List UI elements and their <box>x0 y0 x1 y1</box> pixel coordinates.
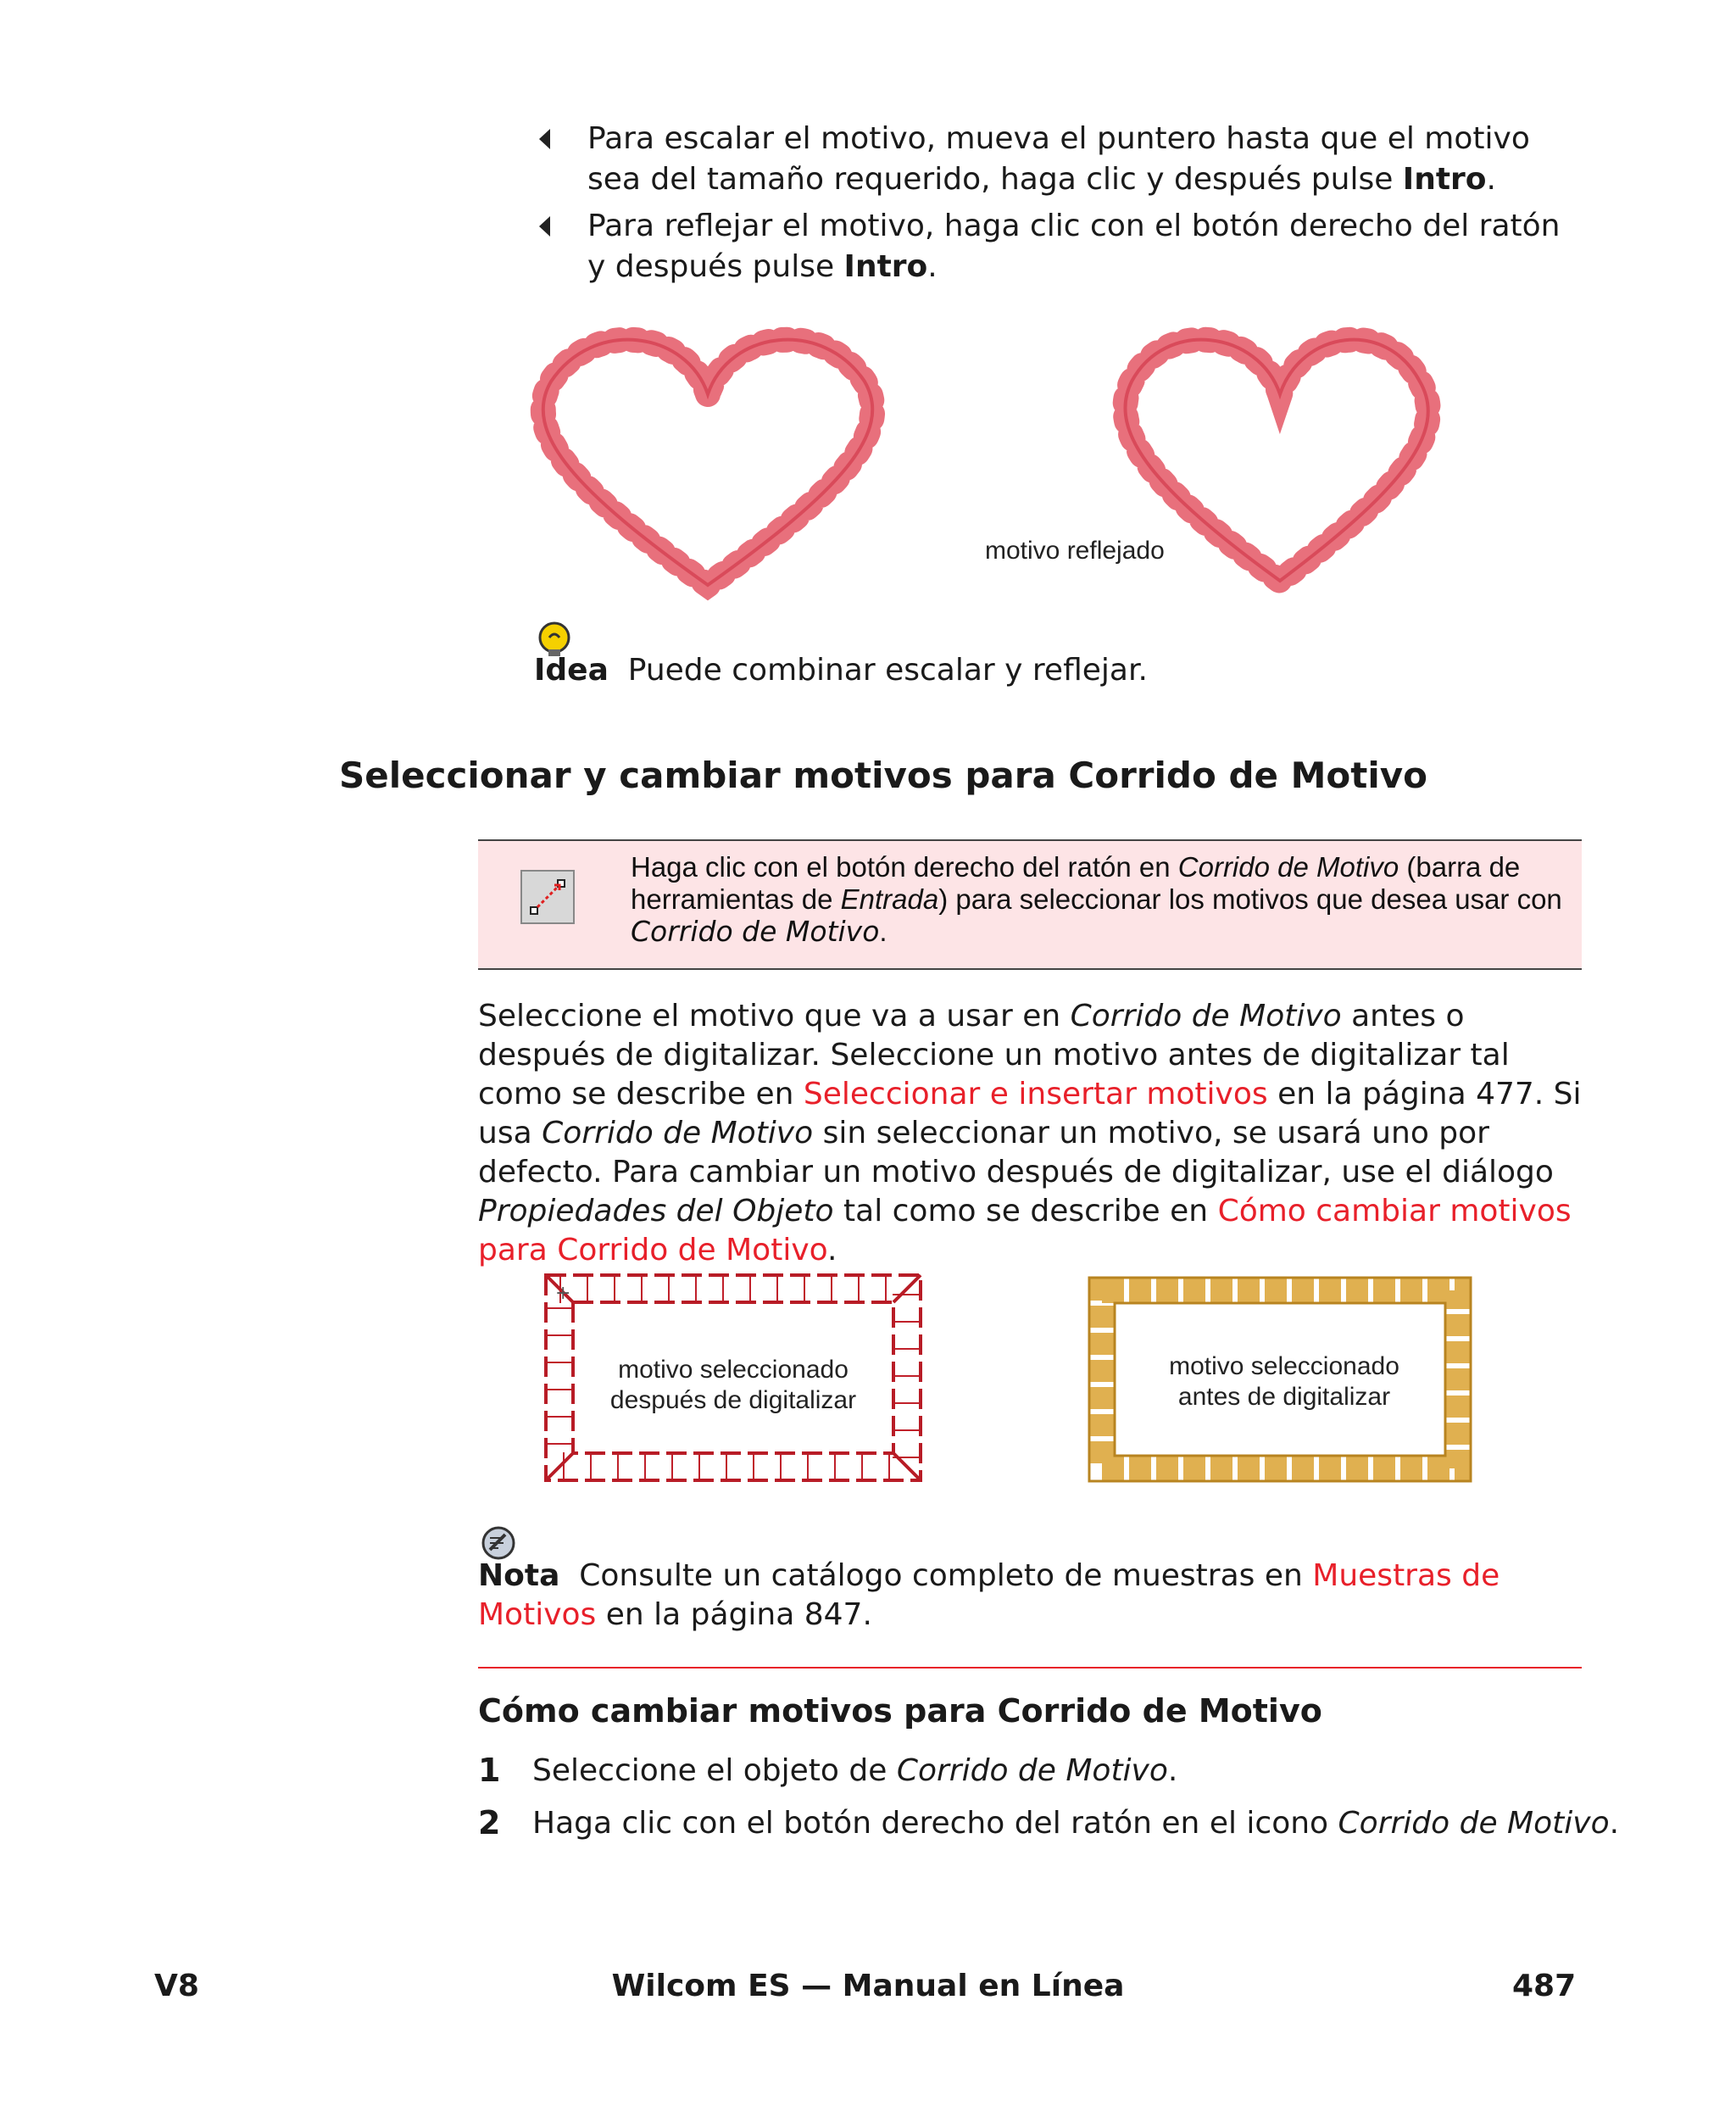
idea-label: Idea <box>534 653 609 688</box>
tool-tip-box <box>478 839 1582 970</box>
bullet-arrow-icon <box>539 216 550 237</box>
step-number: 1 <box>478 1752 501 1789</box>
footer-page-number: 487 <box>1512 1969 1577 2003</box>
step-text: Haga clic con el botón derecho del ratón en el icono Corrido de Motivo. <box>532 1806 1620 1841</box>
idea-tip <box>534 651 1148 690</box>
after-digitize-caption: motivo seleccionado después de digitalizar <box>609 1356 857 1414</box>
step-number: 2 <box>478 1804 501 1841</box>
section-title: Seleccionar y cambiar motivos para Corrido de Motivo <box>339 755 1427 796</box>
link-select-insert-motifs[interactable]: Seleccionar e insertar motivos <box>803 1077 1268 1111</box>
bullet-arrow-icon <box>539 129 550 149</box>
before-digitize-caption: motivo seleccionado antes de digitalizar <box>1169 1352 1399 1411</box>
heart-motifs-figure <box>526 314 1526 610</box>
note-label: Nota <box>478 1558 560 1593</box>
heart-original <box>543 340 872 585</box>
tip-text: Haga clic con el botón derecho del ratón en Corrido de Motivo (barra de herramientas de Entrada) para seleccionar los motivos que desea usar con Corrido de Motivo. <box>631 851 1562 948</box>
mirrored-caption: motivo reflejado <box>985 537 1165 565</box>
motif-paragraph: Seleccione el motivo que va a usar en Corrido de Motivo antes o después de digitalizar. Seleccione un motivo antes de digitalizar tal como se describe en Seleccionar e insertar motivos en la página 477. Si usa Corrido de Motivo sin seleccionar un motivo, se usará uno por defecto. Para cambiar un motivo después de digitalizar, use el diálogo Propiedades del Objeto tal como se describe en Cómo cambiar motivos para Corrido de Motivo. <box>478 999 1582 1267</box>
bullet-text: Para reflejar el motivo, haga clic con el botón derecho del ratón y después pulse Intro. <box>587 209 1561 284</box>
section-divider <box>478 1667 1582 1669</box>
bullet-text: Para escalar el motivo, mueva el puntero hasta que el motivo sea del tamaño requerido, haga clic y después pulse Intro. <box>587 121 1530 197</box>
idea-text: Puede combinar escalar y reflejar. <box>627 653 1148 688</box>
bullet-item <box>539 119 1582 200</box>
link-change-motifs[interactable]: Cómo cambiar motivos para Corrido de Motivo <box>478 1194 1572 1267</box>
step-text: Seleccione el objeto de Corrido de Motivo. <box>532 1753 1178 1788</box>
svg-text:+: + <box>555 1283 571 1304</box>
note-block: Nota Consulte un catálogo completo de muestras en Muestras de Motivos en la página 847. <box>478 1558 1500 1632</box>
link-motif-samples[interactable]: Muestras de Motivos <box>478 1558 1500 1632</box>
motif-run-icon[interactable] <box>520 870 575 924</box>
heart-mirrored <box>1125 340 1427 581</box>
footer-version: V8 <box>154 1969 199 2003</box>
footer-title: Wilcom ES — Manual en Línea <box>611 1969 1125 2003</box>
subsection-title: Cómo cambiar motivos para Corrido de Motivo <box>478 1692 1322 1730</box>
bullet-item <box>539 206 1582 287</box>
